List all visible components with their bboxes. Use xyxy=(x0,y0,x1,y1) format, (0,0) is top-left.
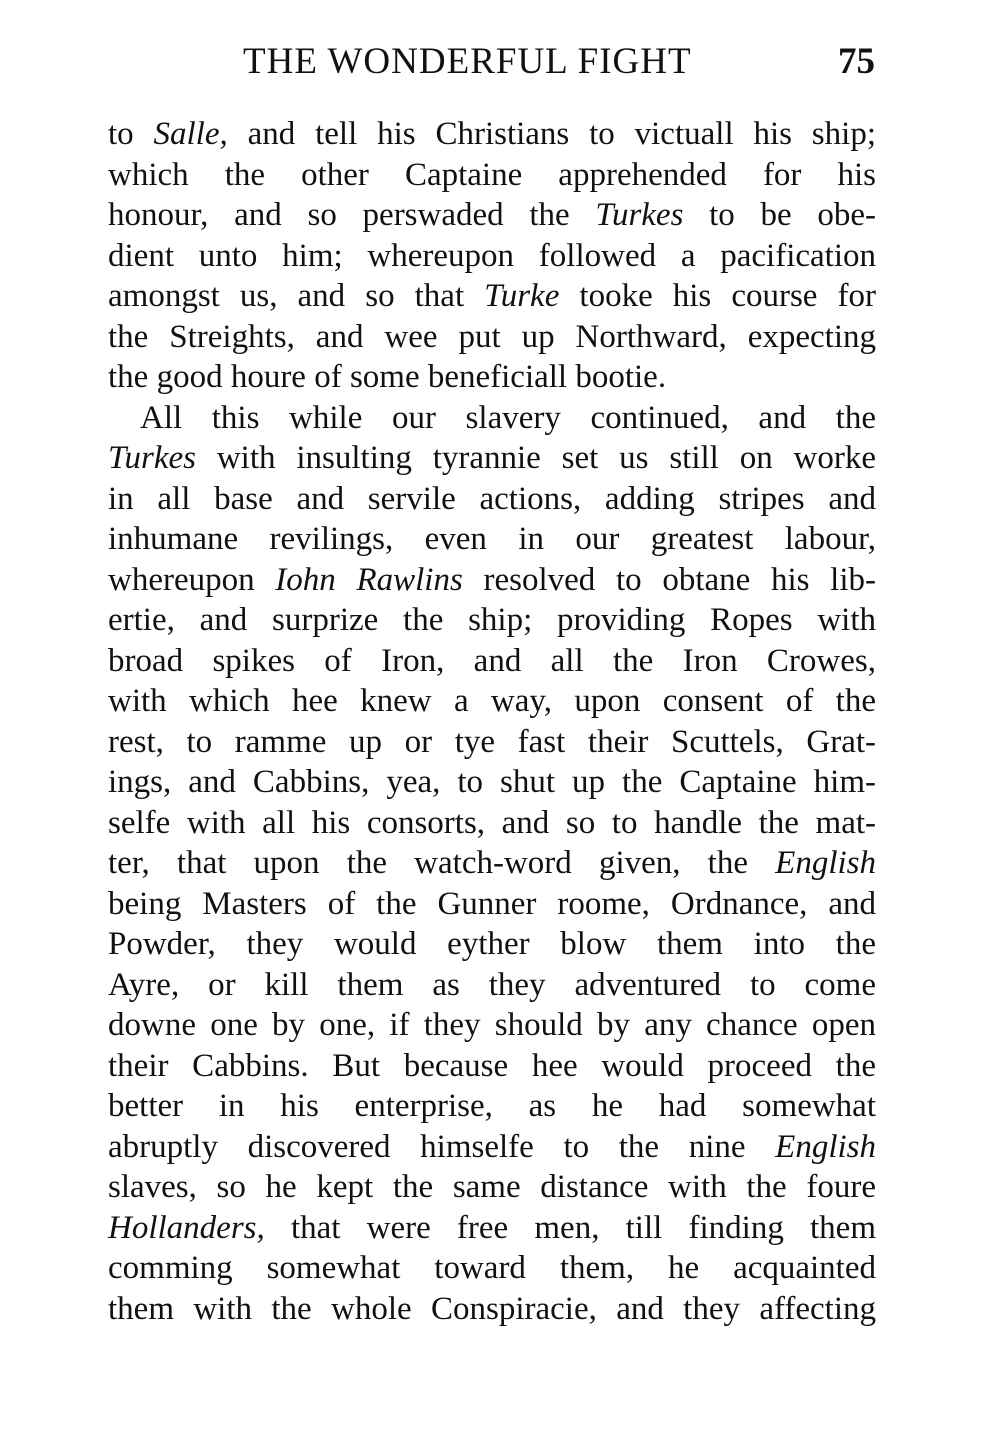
text-line xyxy=(108,317,876,358)
text-line xyxy=(108,1005,876,1046)
body-text xyxy=(108,114,876,1329)
text-segment: whereupon xyxy=(108,561,276,598)
text-segment: Powder, they would eyther blow them into the xyxy=(108,926,876,962)
text-line xyxy=(108,155,876,196)
text-segment: abruptly discovered himselfe to the nine xyxy=(108,1128,776,1165)
text-line xyxy=(108,762,876,803)
text-segment: All this while our slavery continued, and the xyxy=(140,399,876,436)
text-segment: ter, that upon the watch-word given, the xyxy=(108,845,776,881)
text-line xyxy=(108,722,876,763)
text-segment: ertie, and surprize the ship; providing Ropes with xyxy=(108,602,876,638)
text-line xyxy=(108,681,876,722)
running-title: THE WONDERFUL FIGHT xyxy=(243,41,692,82)
italic-text: Turke xyxy=(484,278,560,314)
text-segment: Ayre, or kill them as they adventured to come xyxy=(108,966,876,1003)
text-segment: broad spikes of Iron, and all the Iron Crowes, xyxy=(108,642,876,679)
text-segment: resolved to obtane his lib- xyxy=(462,561,876,598)
text-segment: and tell his Christians to victuall his ship; xyxy=(227,116,876,152)
text-line xyxy=(108,1289,876,1330)
italic-text: Turkes xyxy=(595,197,684,233)
text-segment: tooke his course for xyxy=(559,278,876,314)
text-line xyxy=(108,600,876,641)
italic-text: Iohn Rawlins xyxy=(275,561,463,598)
text-line xyxy=(108,276,876,317)
text-segment: inhumane revilings, even in our greatest labour, xyxy=(108,521,876,557)
text-line xyxy=(108,1046,876,1087)
text-segment: amongst us, and so that xyxy=(108,278,485,314)
text-line xyxy=(108,560,876,601)
text-line xyxy=(108,924,876,965)
italic-text: Salle, xyxy=(153,116,228,152)
text-segment: them with the whole Conspiracie, and they affecting xyxy=(108,1290,876,1327)
text-segment: with which hee knew a way, upon consent of the xyxy=(108,683,876,719)
text-line xyxy=(108,884,876,925)
text-line xyxy=(108,114,876,155)
text-segment: honour, and so perswaded the xyxy=(108,197,596,233)
text-segment: their Cabbins. But because hee would proceed the xyxy=(108,1047,876,1084)
text-line xyxy=(108,1248,876,1289)
text-line xyxy=(108,1167,876,1208)
text-line xyxy=(108,641,876,682)
text-line xyxy=(108,438,876,479)
text-segment: being Masters of the Gunner roome, Ordnance, and xyxy=(108,885,876,922)
text-segment: to be obe- xyxy=(683,197,877,233)
text-segment: comming somewhat toward them, he acquainted xyxy=(108,1250,876,1286)
text-segment: in all base and servile actions, adding stripes and xyxy=(108,480,876,517)
text-segment: better in his enterprise, as he had somewhat xyxy=(108,1088,876,1124)
text-segment: with insulting tyrannie set us still on worke xyxy=(196,440,876,476)
text-segment: rest, to ramme up or tye fast their Scuttels, Grat- xyxy=(108,723,876,760)
text-segment: the good houre of some beneficiall bootie. xyxy=(108,359,667,395)
italic-text: English xyxy=(775,1128,876,1165)
text-line xyxy=(108,195,876,236)
text-segment: dient unto him; whereupon followed a pacification xyxy=(108,237,876,274)
italic-text: Turkes xyxy=(108,440,197,476)
page-number: 75 xyxy=(838,41,875,82)
text-line xyxy=(108,398,876,439)
text-line xyxy=(108,1086,876,1127)
text-segment: selfe with all his consorts, and so to handle the mat- xyxy=(108,804,876,841)
text-segment: which the other Captaine apprehended for his xyxy=(108,156,876,193)
text-line xyxy=(108,479,876,520)
text-line xyxy=(108,843,876,884)
text-segment: downe one by one, if they should by any chance open xyxy=(108,1007,876,1043)
text-line xyxy=(108,965,876,1006)
text-line xyxy=(108,803,876,844)
text-line xyxy=(108,357,876,398)
text-segment: slaves, so he kept the same distance with the foure xyxy=(108,1169,876,1205)
text-segment: ings, and Cabbins, yea, to shut up the Captaine him- xyxy=(108,764,876,800)
italic-text: English xyxy=(775,845,876,881)
text-line xyxy=(108,1127,876,1168)
text-line xyxy=(108,236,876,277)
text-segment: that were free men, till finding them xyxy=(264,1209,876,1246)
running-header xyxy=(0,40,1000,90)
italic-text: Hollanders, xyxy=(108,1209,265,1246)
text-line xyxy=(108,1208,876,1249)
text-segment: the Streights, and wee put up Northward, expecting xyxy=(108,318,876,355)
text-line xyxy=(108,519,876,560)
text-segment: to xyxy=(108,116,154,152)
